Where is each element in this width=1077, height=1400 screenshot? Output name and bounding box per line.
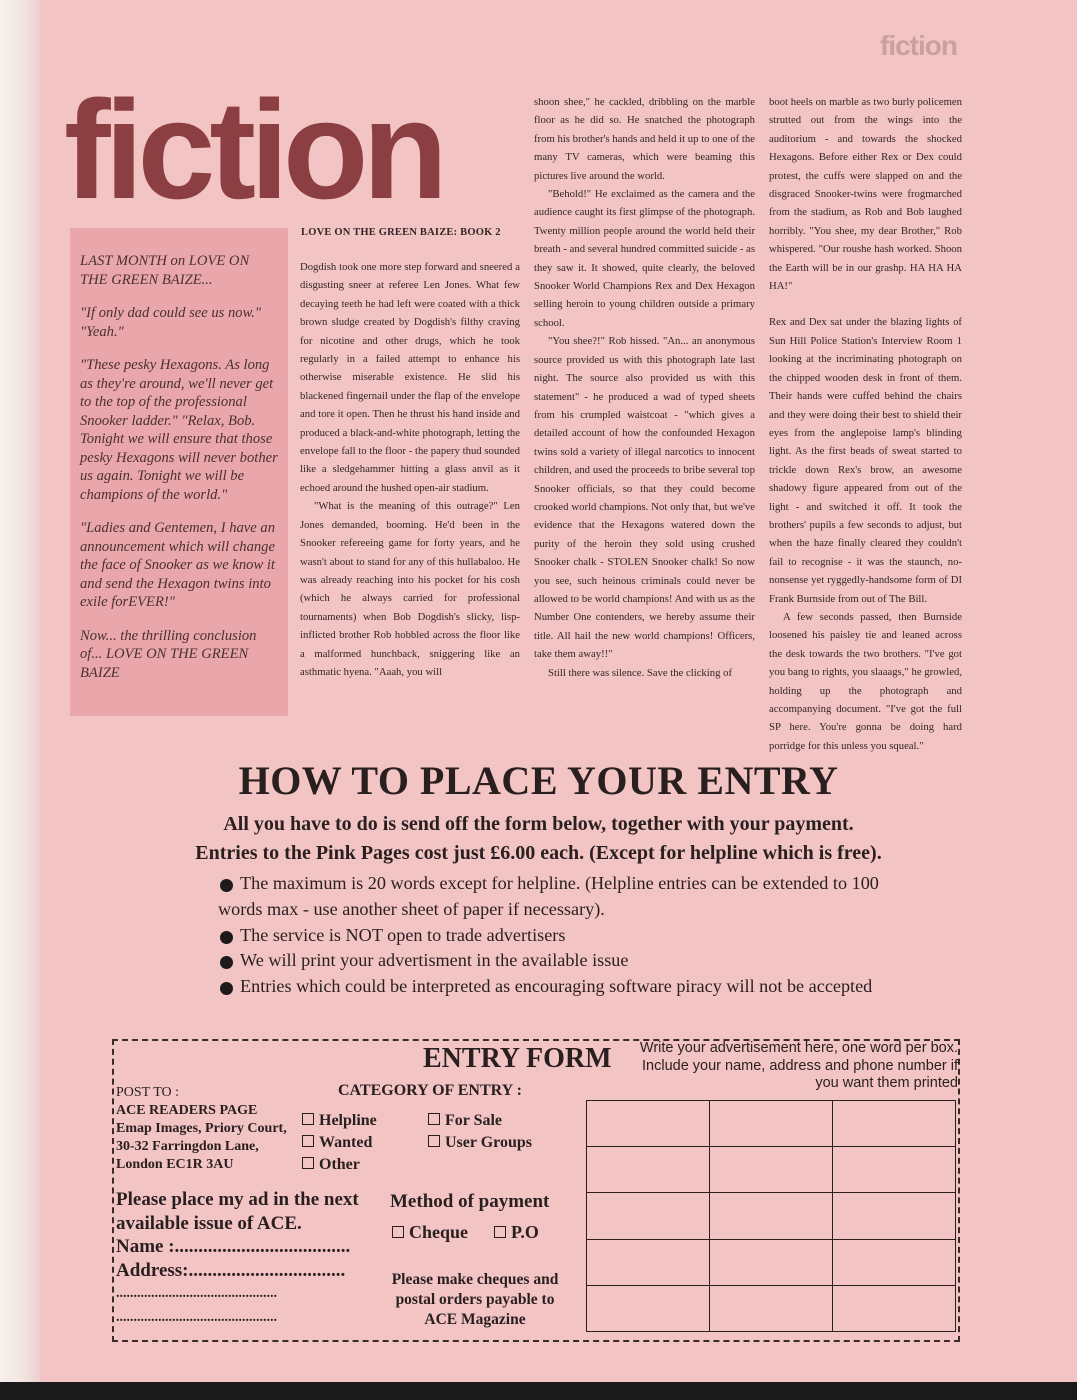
story-paragraph: "Behold!" He exclaimed as the camera and the audience caught its first glimpse of the photograph. Twenty million people around the world held their breath - and several hundred committed suicide - as they saw it. It showed, quite clearly, the beloved Snooker World Champions Rex and Dex Hexagon selling heroin to young children outside a primary school. <box>534 188 755 329</box>
story-paragraph: shoon shee," he cackled, dribbling on the marble floor as he did so. He snatched the photograph from his brother's hands and held it up to one of the many TV cameras, which were beaming this pictures live around the world. <box>534 96 755 182</box>
checkbox-icon[interactable] <box>302 1113 314 1125</box>
story-heading: LOVE ON THE GREEN BAIZE: BOOK 2 <box>301 227 501 238</box>
payment-note: Please make cheques and postal orders payable to ACE Magazine <box>391 1271 559 1328</box>
placement-title: HOW TO PLACE YOUR ENTRY <box>238 758 839 803</box>
story-paragraph: Dogdish took one more step forward and sneered a disgusting sneer at referee Len Jones. What few decaying teeth he had left were coated with a thick brown sludge created by Dogdish's filthy craving for nicotine and other drugs, which he took regularly in a failed attempt to enhance his otherwise miserable existence. He slid his blackened fingernail under the flap of the envelope and tore it open. Then he thrust his hand inside and produced a black-and-white photograph, letting the envelope fall to the floor - the papery thud sounded like a sledgehammer hitting a glass anvil as it echoed around the hushed open-air stadium. <box>300 261 520 494</box>
name-field[interactable]: Name :..................................... <box>116 1236 351 1257</box>
recap-paragraph: "If only dad could see us now." "Yeah." <box>80 305 262 340</box>
word-box[interactable] <box>833 1147 956 1193</box>
checkbox-icon[interactable] <box>494 1226 506 1238</box>
word-box[interactable] <box>710 1147 833 1193</box>
payment-method-heading: Method of payment <box>390 1191 550 1212</box>
word-box[interactable] <box>587 1147 710 1193</box>
rule-item: The maximum is 20 words except for helpline. (Helpline entries can be extended to 100 <box>218 871 958 897</box>
story-paragraph: boot heels on marble as two burly policemen strutted out from the wings into the auditorium - and towards the shocked Hexagons. Before either Rex or Dex could protest, the cuffs were slapped on and the disgraced Snooker-twins were frogmarched from the stadium, as Rob and Bob laughed horribly. "You shee, my dear Brother," Rob whispered. "Our roushe hash worked. Shoon the Earth will be in our grashp. HA HA HA HA!" <box>769 96 962 293</box>
checkbox-icon[interactable] <box>302 1157 314 1169</box>
entry-form-note: Write your advertisement here, one word per box. Include your name, address and phone number if you want them printed <box>639 1040 958 1091</box>
story-column-2 <box>534 93 755 682</box>
checkbox-icon[interactable] <box>392 1226 404 1238</box>
address-field-line[interactable]: .............................................. <box>116 1286 277 1301</box>
category-heading: CATEGORY OF ENTRY : <box>338 1082 522 1099</box>
bullet-icon <box>220 982 233 995</box>
checkbox-icon[interactable] <box>428 1135 440 1147</box>
story-paragraph: "You shee?!" Rob hissed. "An... an anonymous source provided us with this photograph late last night. The source also provided us with this statement" - he produced a wad of typed sheets from his crumpled waistcoat - "which gives a detailed account of how the confounded Hexagon twins sold a variety of illegal narcotics to innocent children, and used the proceeds to bribe several top Snooker officials, so that they could become crooked world champions. Not only that, but we've evidence that the Hexagons watered down the purity of the heroin they sold using crushed Snooker chalk - STOLEN Snooker chalk! So now you see, such heinous criminals could never be allowed to be world champions! And with us as the Number One contenders, we hereby assume their title. All hail the new world champions! Officers, take them away!!" <box>534 335 755 661</box>
address-field[interactable]: Address:................................. <box>116 1259 346 1281</box>
rule-item: Entries which could be interpreted as encouraging software piracy will not be accepted <box>218 974 958 1000</box>
story-paragraph: "What is the meaning of this outrage?" Len Jones demanded, booming. He'd been in the Snooker refereeing game for forty years, and he wasn't about to stand for any of this hullabaloo. He was already reaching into his pocket for his cosh (which he always carried for professional tournaments) when Bob Dogdish's slicky, lisp-inflicted brother Rob hobbled across the floor like a malformed hunchback, sniggering like an asthmatic hyena. "Aaah, you will <box>300 500 520 678</box>
address-line: London EC1R 3AU <box>116 1157 234 1172</box>
place-ad-line: available issue of ACE. <box>116 1212 302 1234</box>
address-field-line[interactable]: .............................................. <box>116 1309 277 1325</box>
word-box[interactable] <box>587 1193 710 1239</box>
placement-subtitle-2: Entries to the Pink Pages cost just £6.00 each. (Except for helpline which is free). <box>195 842 882 864</box>
recap-paragraph: LAST MONTH on LOVE ON THE GREEN BAIZE... <box>80 253 250 288</box>
word-box[interactable] <box>833 1239 956 1285</box>
word-box[interactable] <box>833 1101 956 1147</box>
checkbox-icon[interactable] <box>428 1113 440 1125</box>
postal-address <box>116 1084 287 1174</box>
entry-form-title: ENTRY FORM <box>423 1043 612 1074</box>
story-paragraph: Rex and Dex sat under the blazing lights of Sun Hill Police Station's Interview Room 1 looking at the incriminating photograph on the chipped wooden desk in front of them. Their hands were cuffed behind the chairs and they were doing their best to shield their eyes from the anglepoise lamp's blinding light. As the first beads of sweat started to trickle down Rex's brow, an awesome shadowy figure appeared from out of the light - and switched it off. It took the brothers' pupils a few seconds to adjust, but when the haze finally cleared they couldn't fail to recognise - it was the staunch, no-nonsense yet ryggedly-handsome form of DI Frank Burnside from out of The Bill. <box>769 316 962 605</box>
word-box[interactable] <box>587 1101 710 1147</box>
bullet-icon <box>220 931 233 944</box>
word-grid <box>586 1100 956 1332</box>
recap-paragraph: Now... the thrilling conclusion of... LOVE ON THE GREEN BAIZE <box>80 627 257 681</box>
place-ad-line: Please place my ad in the next <box>116 1189 359 1210</box>
story-column-1 <box>300 258 520 681</box>
word-box[interactable] <box>587 1239 710 1285</box>
address-line: ACE READERS PAGE <box>116 1103 258 1118</box>
rules-list <box>218 871 958 1000</box>
bullet-icon <box>220 879 233 892</box>
rule-item: We will print your advertisment in the available issue <box>218 948 958 974</box>
page-title: fiction <box>64 71 442 228</box>
word-box[interactable] <box>587 1285 710 1331</box>
placement-subtitle-1: All you have to do is send off the form below, together with your payment. <box>223 813 854 835</box>
recap-paragraph: "Ladies and Gentemen, I have an announcement which will change the face of Snooker as we know it and send the Hexagon twins into exile forEVER!" <box>80 520 275 610</box>
word-box[interactable] <box>833 1285 956 1331</box>
story-paragraph: A few seconds passed, then Burnside loosened his paisley tie and leaned across the desk towards the two brothers. "I've got you bang to rights, you slaaags," he growled, holding up the photograph and accompanying document. "I've got the full SP here. You're gonna be doing hard porridge for this unless you squeal." <box>769 610 962 752</box>
address-line: Emap Images, Priory Court, <box>116 1121 287 1136</box>
rule-item: The service is NOT open to trade advertisers <box>218 923 958 949</box>
recap-box <box>70 228 288 716</box>
checkbox-icon[interactable] <box>302 1135 314 1147</box>
scan-bottom-edge <box>0 1382 1077 1400</box>
recap-paragraph: "These pesky Hexagons. As long as they're around, we'll never get to the top of the professional Snooker ladder." "Relax, Bob. Tonight we will ensure that those pesky Hexagons will never bother us again. Tonight we will be champions of the world." <box>80 357 278 503</box>
word-box[interactable] <box>710 1193 833 1239</box>
checkbox-wanted[interactable]: Wanted <box>302 1134 372 1152</box>
word-box[interactable] <box>710 1285 833 1331</box>
address-line: 30-32 Farringdon Lane, <box>116 1139 259 1154</box>
post-to-label: POST TO : <box>116 1085 180 1100</box>
word-box[interactable] <box>833 1193 956 1239</box>
checkbox-helpline[interactable]: Helpline <box>302 1112 377 1130</box>
checkbox-for-sale[interactable]: For Sale <box>428 1112 502 1130</box>
word-box[interactable] <box>710 1239 833 1285</box>
checkbox-user-groups[interactable]: User Groups <box>428 1134 532 1152</box>
personal-details <box>116 1188 359 1329</box>
word-box[interactable] <box>710 1101 833 1147</box>
story-paragraph: Still there was silence. Save the clicking of <box>548 666 733 679</box>
checkbox-other[interactable]: Other <box>302 1156 360 1174</box>
rule-item-continued: words max - use another sheet of paper if necessary). <box>218 898 605 919</box>
page-binding-edge <box>0 0 40 1400</box>
checkbox-cheque[interactable]: Cheque <box>392 1222 468 1243</box>
story-column-3 <box>769 93 962 755</box>
section-tag: fiction <box>880 30 957 61</box>
checkbox-po[interactable]: P.O <box>494 1222 539 1243</box>
bullet-icon <box>220 956 233 969</box>
